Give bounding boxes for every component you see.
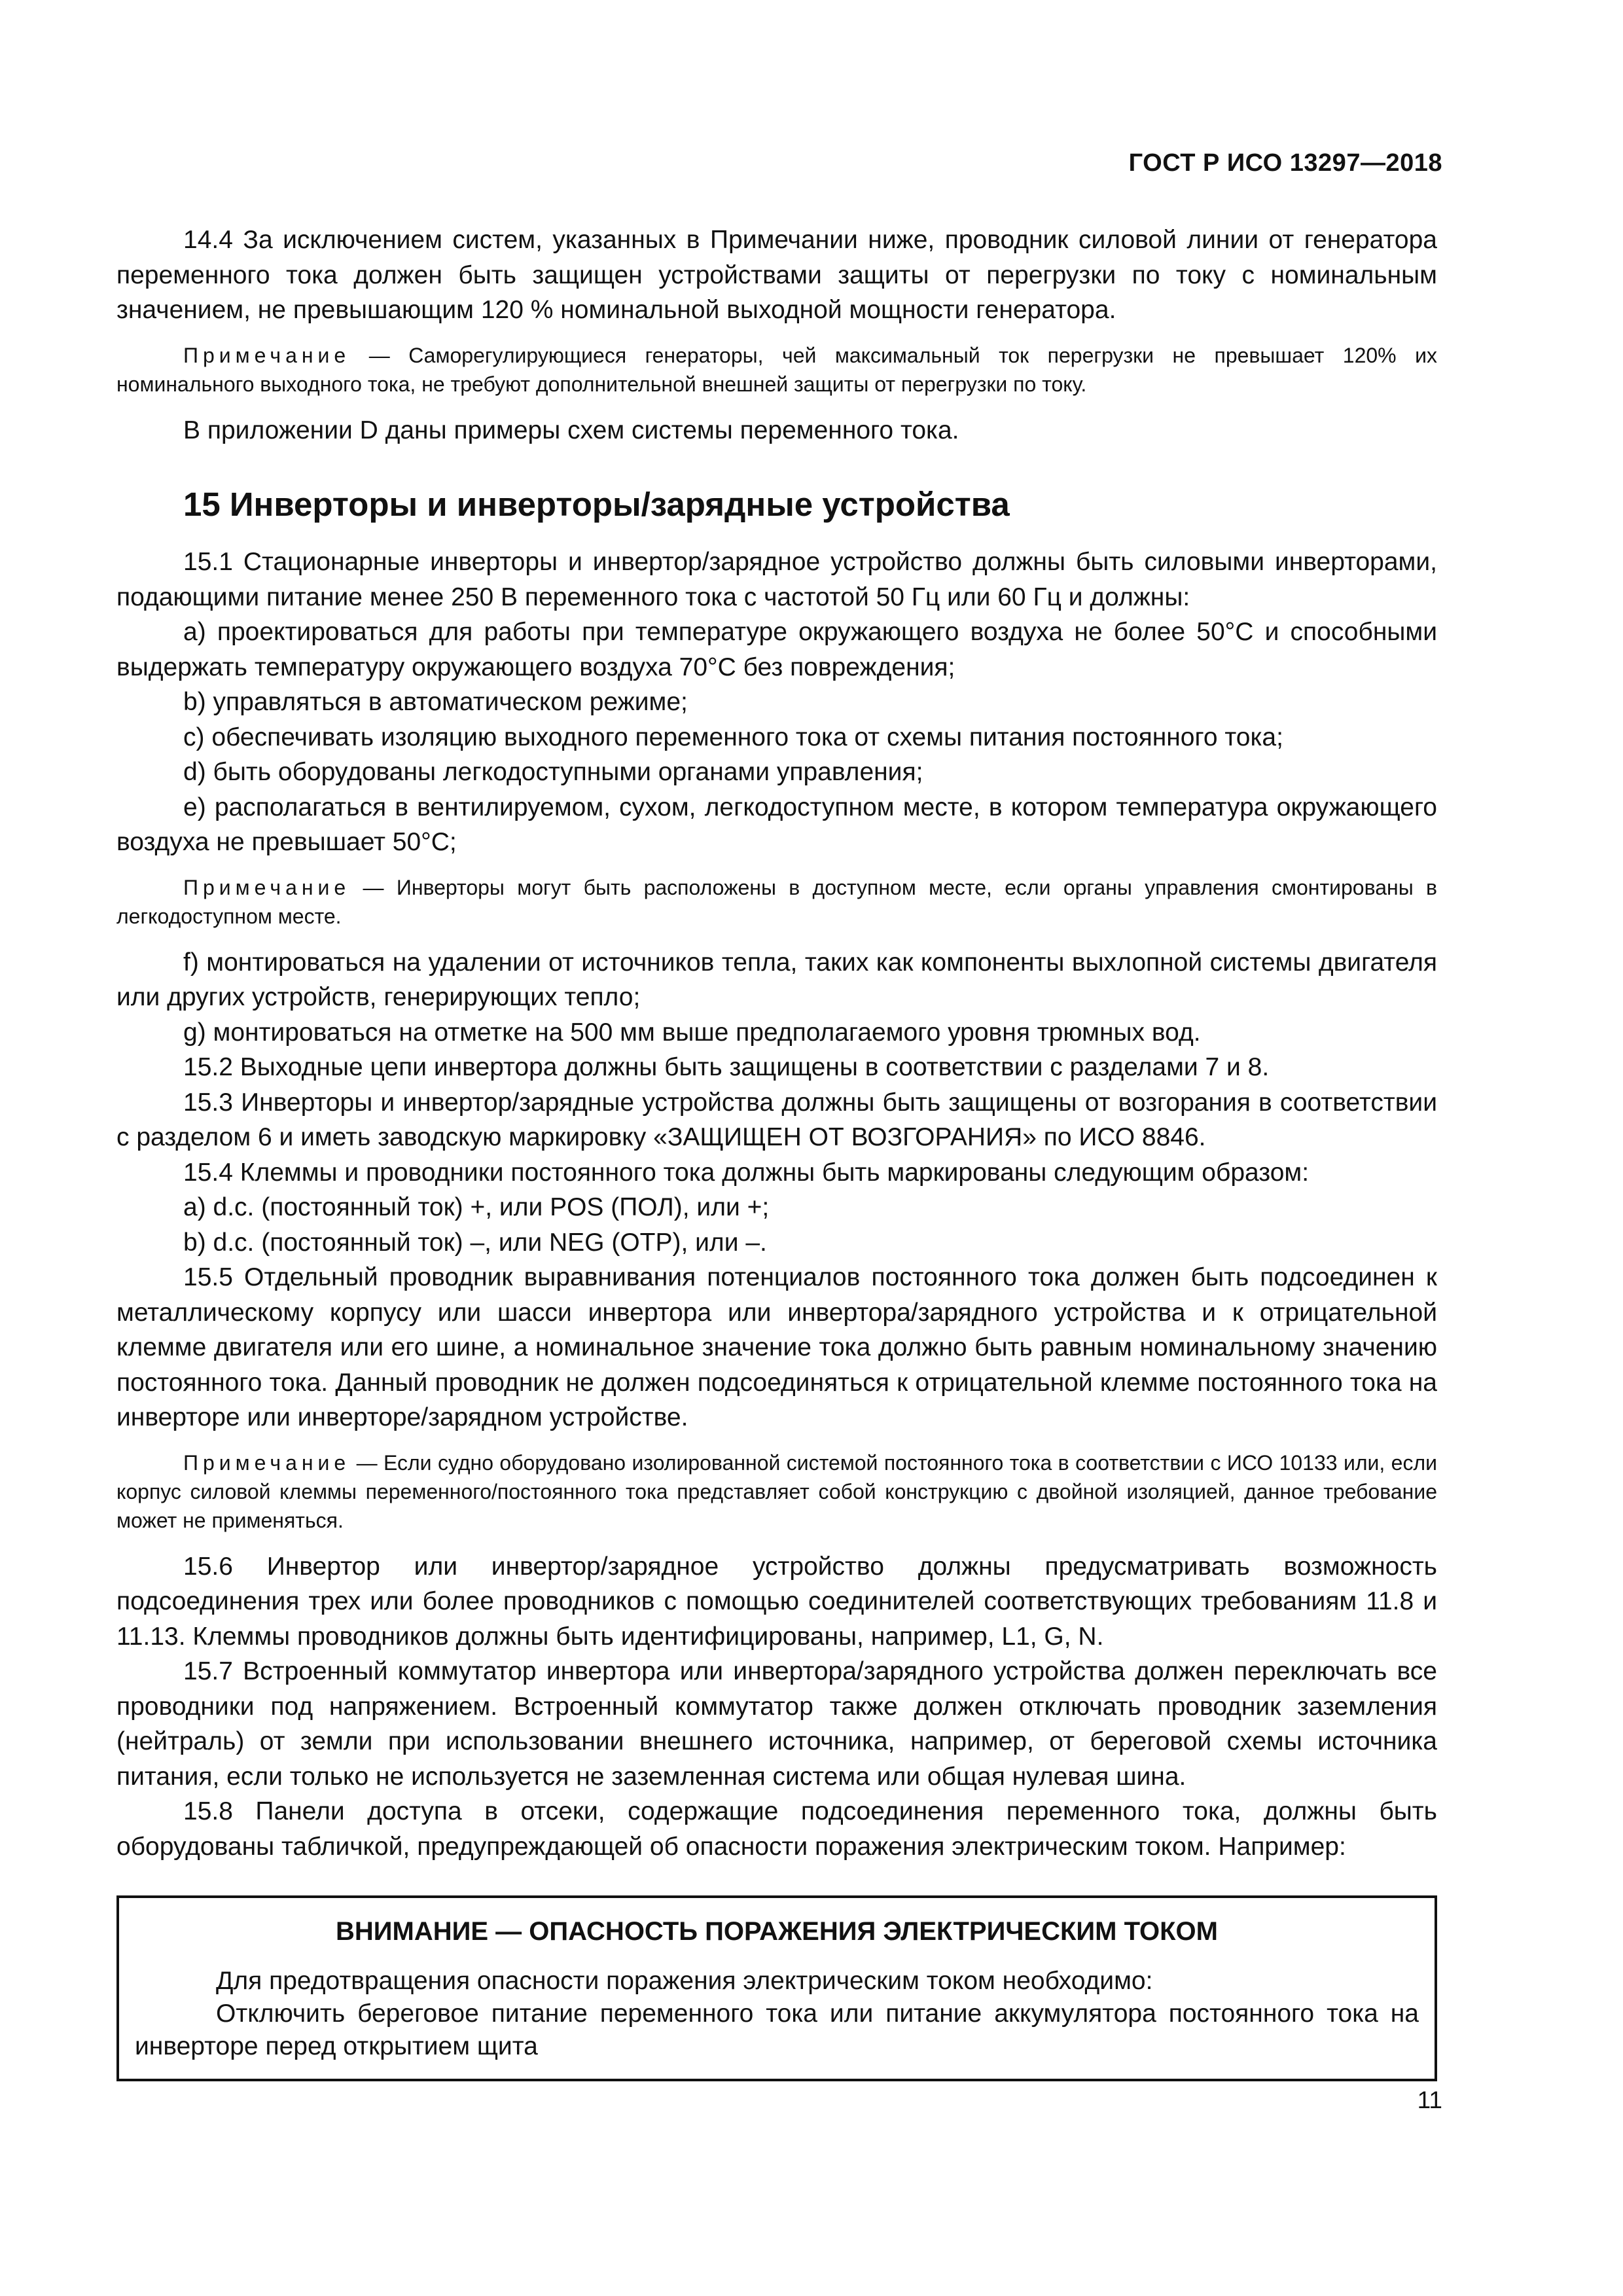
list-item-4a: a) d.c. (постоянный ток) +, или POS (ПОЛ), или +; (183, 1193, 770, 1221)
paragraph-15-3: 15.3 Инверторы и инвертор/зарядные устройства должны быть защищены от возгорания в соответствии с разделом 6 и иметь заводскую маркировку «ЗАЩИЩЕН ОТ ВОЗГОРАНИЯ» по ИСО 8846. (116, 1088, 1437, 1151)
warning-line-2: Отключить береговое питание переменного тока или питание аккумулятора постоянного тока на инверторе перед открытием щита (135, 2000, 1419, 2060)
warning-title: ВНИМАНИЕ — ОПАСНОСТЬ ПОРАЖЕНИЯ ЭЛЕКТРИЧЕСКИМ ТОКОМ (336, 1917, 1218, 1946)
paragraph-appendix-d: В приложении D даны примеры схем системы переменного тока. (183, 416, 959, 444)
list-item-g: g) монтироваться на отметке на 500 мм выше предполагаемого уровня трюмных вод. (183, 1018, 1201, 1047)
list-item-d: d) быть оборудованы легкодоступными органами управления; (183, 758, 923, 786)
paragraph-15-1: 15.1 Стационарные инверторы и инвертор/зарядное устройство должны быть силовыми инверторами, подающими питание менее 250 В переменного тока с частотой 50 Гц или 60 Гц и должны: (116, 548, 1437, 611)
note-15-5 (116, 1448, 1437, 1535)
page-number: 11 (1417, 2087, 1442, 2113)
document-body (116, 223, 1437, 2081)
note-label: Примечание (183, 1450, 351, 1475)
paragraph-15-8: 15.8 Панели доступа в отсеки, содержащие подсоединения переменного тока, должны быть оборудованы табличкой, предупреждающей об опасности поражения электрическим током. Например: (116, 1797, 1437, 1861)
paragraph-15-6: 15.6 Инвертор или инвертор/зарядное устройство должны предусматривать возможность подсоединения трех или более проводников с помощью соединителей соответствующих требованиям 11.8 и 11.13. Клеммы проводников должны быть идентифицированы, например, L1, G, N. (116, 1552, 1437, 1651)
note-text: — Если судно оборудовано изолированной системой постоянного тока в соответствии с ИСО 10133 или, если корпус силовой клеммы переменного/постоянного тока представляет собой конструкцию с двойной изоляцией, данное требование может не применяться. (116, 1450, 1437, 1532)
document-header: ГОСТ Р ИСО 13297—2018 (1128, 149, 1442, 177)
note-text: — Инверторы могут быть расположены в доступном месте, если органы управления смонтированы в легкодоступном месте. (116, 875, 1437, 928)
paragraph-15-4: 15.4 Клеммы и проводники постоянного тока должны быть маркированы следующим образом: (183, 1158, 1310, 1187)
list-item-b: b) управляться в автоматическом режиме; (183, 688, 688, 716)
warning-box (116, 1895, 1437, 2081)
note-text: — Саморегулирующиеся генераторы, чей максимальный ток перегрузки не превышает 120% их номинального выходного тока, не требуют дополнительной внешней защиты от перегрузки по току. (116, 343, 1437, 396)
note-label: Примечание (183, 343, 351, 367)
note-label: Примечание (183, 875, 351, 899)
paragraph-14-4: 14.4 За исключением систем, указанных в Примечании ниже, проводник силовой линии от генератора переменного тока должен быть защищен устройствами защиты от перегрузки по току с номинальным значением, не превышающим 120 % номинальной выходной мощности генератора. (116, 226, 1437, 324)
list-item-c: c) обеспечивать изоляцию выходного переменного тока от схемы питания постоянного тока; (183, 723, 1283, 751)
section-heading-15: 15 Инверторы и инверторы/зарядные устройства (183, 486, 1010, 523)
note-15-1 (116, 873, 1437, 931)
list-item-f: f) монтироваться на удалении от источников тепла, таких как компоненты выхлопной системы двигателя или других устройств, генерирующих тепло; (116, 948, 1437, 1011)
warning-line-1: Для предотвращения опасности поражения электрическим током необходимо: (216, 1967, 1153, 1995)
list-item-4b: b) d.c. (постоянный ток) –, или NEG (ОТР), или –. (183, 1228, 767, 1257)
paragraph-15-7: 15.7 Встроенный коммутатор инвертора или инвертора/зарядного устройства должен переключать все проводники под напряжением. Встроенный коммутатор также должен отключать проводник заземления (нейтраль) от земли при использовании внешнего источника, например, от береговой схемы источника питания, если только не используется не заземленная система или общая нулевая шина. (116, 1657, 1437, 1791)
paragraph-15-5: 15.5 Отдельный проводник выравнивания потенциалов постоянного тока должен быть подсоединен к металлическому корпусу или шасси инвертора или инвертора/зарядного устройства и к отрицательной клемме двигателя или его шине, а номинальное значение тока должно быть равным номинальному значению постоянного тока. Данный проводник не должен подсоединяться к отрицательной клемме постоянного тока на инверторе или инверторе/зарядном устройстве. (116, 1263, 1437, 1431)
list-item-e: e) располагаться в вентилируемом, сухом, легкодоступном месте, в котором температура окружающего воздуха не превышает 50°С; (116, 793, 1437, 856)
paragraph-15-2: 15.2 Выходные цепи инвертора должны быть защищены в соответствии с разделами 7 и 8. (183, 1053, 1270, 1081)
note-14-4 (116, 341, 1437, 399)
list-item-a: a) проектироваться для работы при температуре окружающего воздуха не более 50°С и способными выдержать температуру окружающего воздуха 70°С без повреждения; (116, 618, 1437, 681)
